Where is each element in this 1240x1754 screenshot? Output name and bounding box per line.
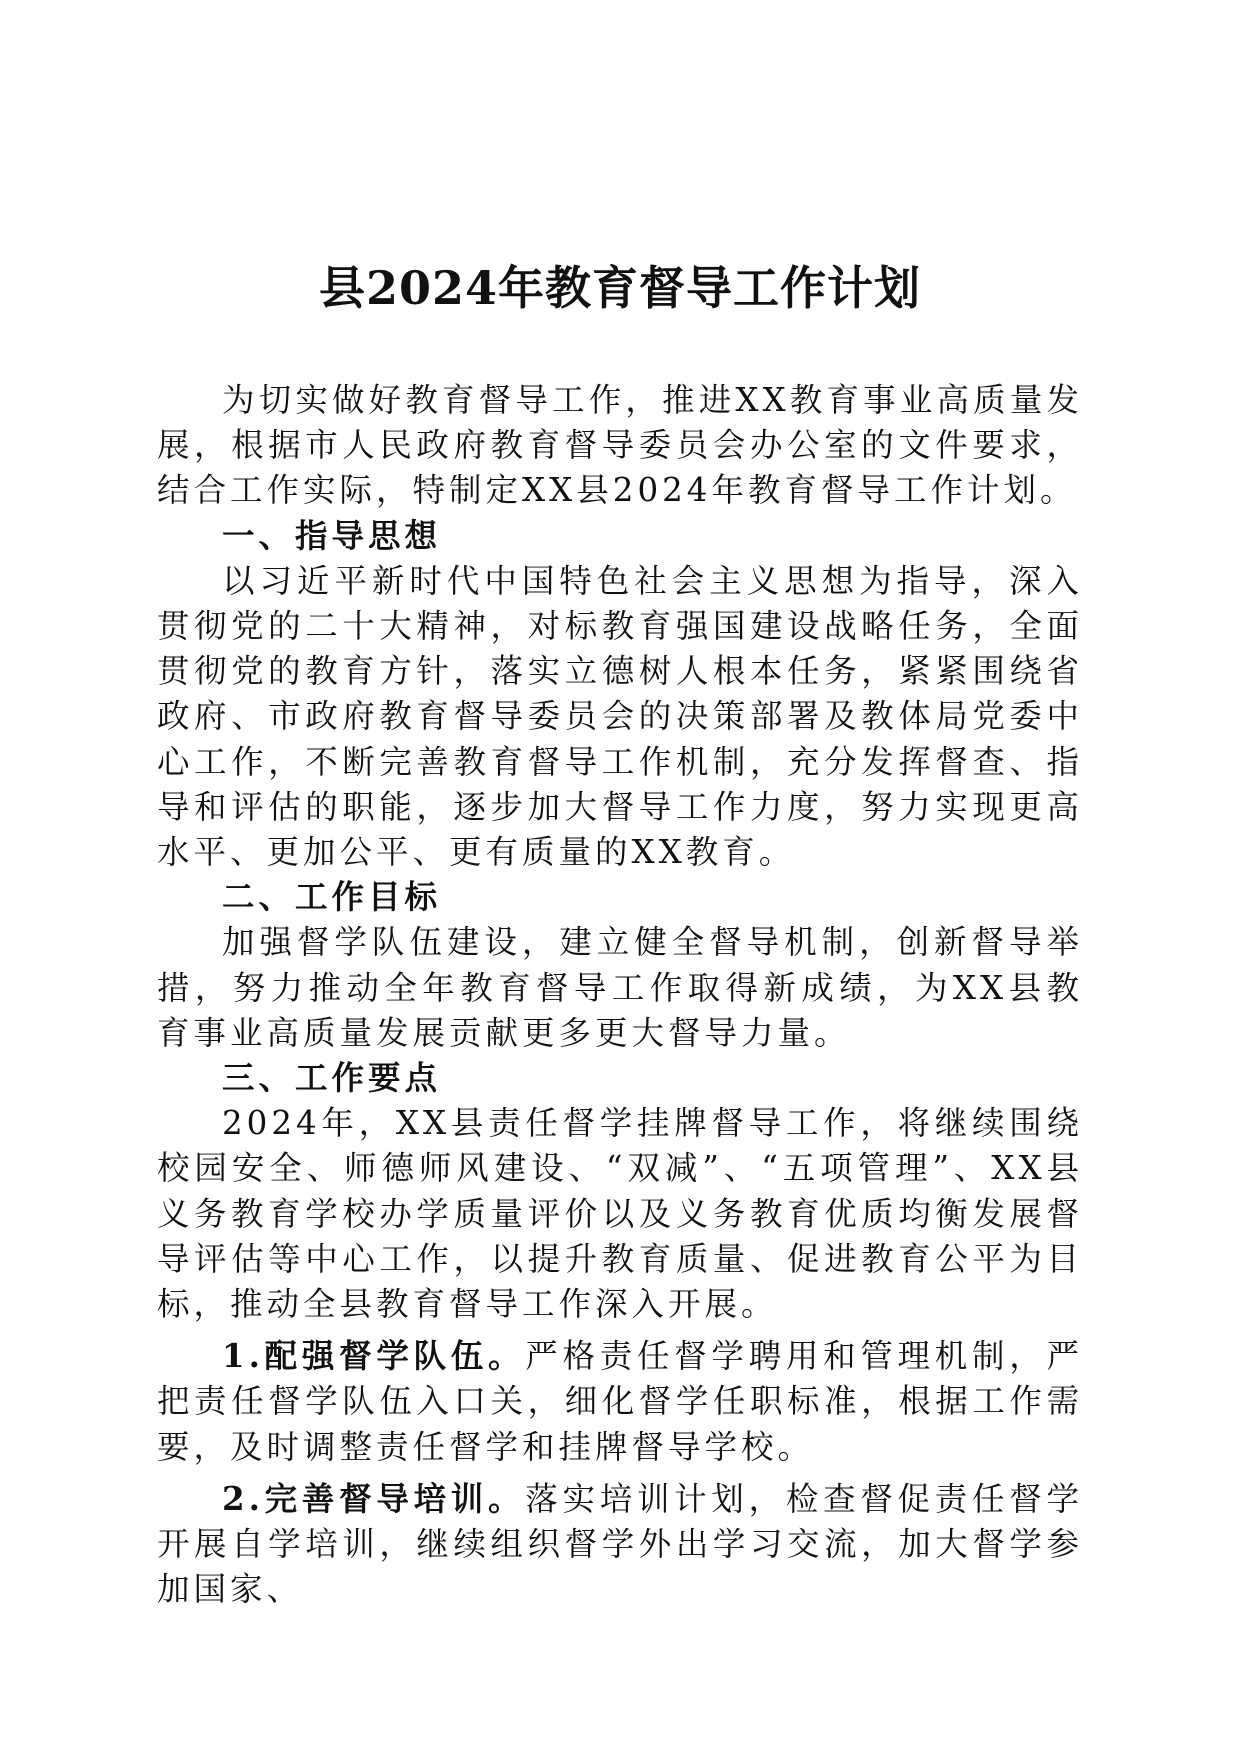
work-item-2 (157, 1476, 1083, 1613)
work-item-2-text: 落实培训计划，检查督促责任督学开展自学培训，继续组织督学外出学习交流，加大督学参加国家、 (157, 1479, 1083, 1609)
section-heading-work-points: 三、工作要点 (222, 1059, 442, 1098)
section-paragraph-work-goals: 加强督学队伍建设，建立健全督导机制，创新督导举措，努力推动全年教育督导工作取得新成绩，为XX县教育事业高质量发展贡献更多更大督导力量。 (157, 923, 1083, 1052)
work-item-1 (157, 1333, 1083, 1470)
work-item-1-lead: 1.配强督学队伍。 (222, 1336, 526, 1376)
section-heading-guiding-ideology: 一、指导思想 (222, 516, 442, 555)
section-heading-work-goals: 二、工作目标 (222, 878, 442, 917)
section-paragraph-guiding-ideology: 以习近平新时代中国特色社会主义思想为指导，深入贯彻党的二十大精神，对标教育强国建设战略任务，全面贯彻党的教育方针，落实立德树人根本任务，紧紧围绕省政府、市政府教育督导委员会的决策部署及教体局党委中心工作，不断完善教育督导工作机制，充分发挥督查、指导和评估的职能，逐步加大督导工作力度，努力实现更高水平、更加公平、更有质量的XX教育。 (157, 561, 1083, 872)
document-body (157, 378, 1083, 1612)
section-paragraph-work-points: 2024年，XX县责任督学挂牌督导工作，将继续围绕校园安全、师德师风建设、“双减”、“五项管理”、XX县义务教育学校办学质量评价以及义务教育优质均衡发展督导评估等中心工作，以提升教育质量、促进教育公平为目标，推动全县教育督导工作深入开展。 (157, 1104, 1083, 1324)
work-item-2-lead: 2.完善督导培训。 (222, 1478, 526, 1518)
intro-paragraph: 为切实做好教育督导工作，推进XX教育事业高质量发展，根据市人民政府教育督导委员会办公室的文件要求，结合工作实际，特制定XX县2024年教育督导工作计划。 (157, 381, 1083, 510)
work-item-1-text: 严格责任督学聘用和管理机制，严把责任督学队伍入口关，细化督学任职标准，根据工作需要，及时调整责任督学和挂牌督导学校。 (157, 1337, 1083, 1466)
document-title: 县2024年教育督导工作计划 (318, 261, 922, 315)
